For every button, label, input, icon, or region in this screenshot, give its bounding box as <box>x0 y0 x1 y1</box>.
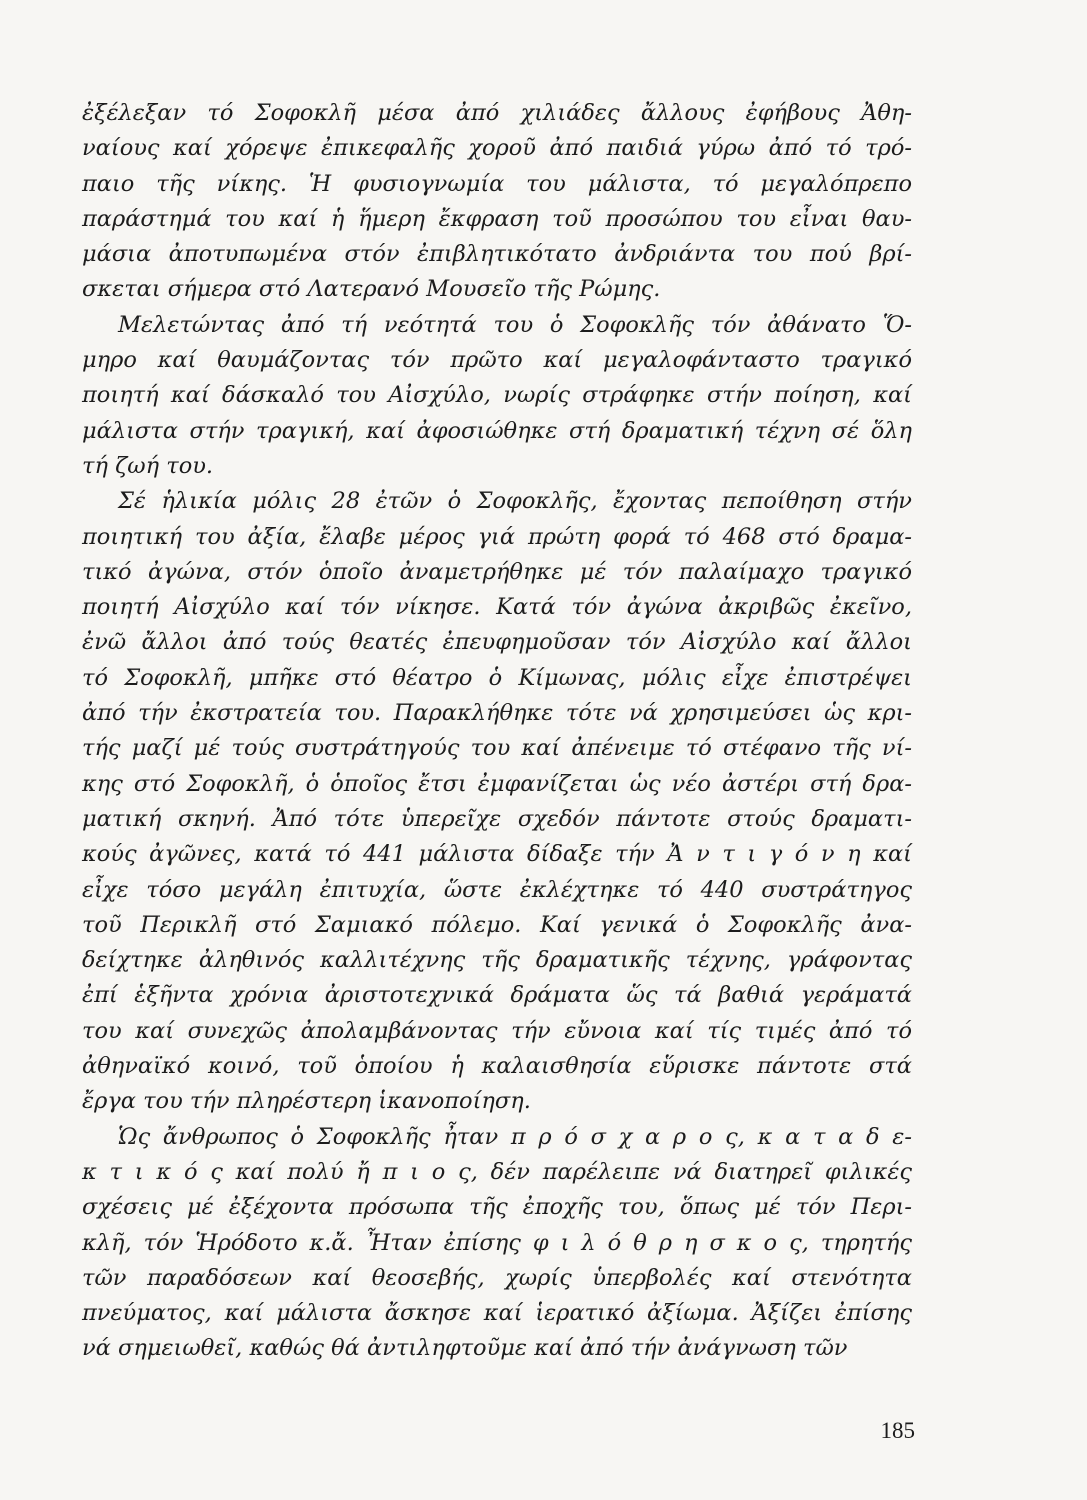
text-line: δείχτηκε ἀληθινός καλλιτέχνης τῆς δραματικῆς τέχνης, γράφοντας <box>82 947 912 974</box>
text-line: ἀθηναϊκό κοινό, τοῦ ὁποίου ἡ καλαισθησία εὕρισκε πάντοτε στά <box>82 1053 912 1080</box>
text-line: μάλιστα στήν τραγική, καί ἀφοσιώθηκε στή δραματική τέχνη σέ ὅλη <box>82 417 912 444</box>
text-line: κ τ ι κ ό ς καί πολύ ἤ π ι ο ς, δέν παρέλειπε νά διατηρεῖ φιλικές <box>82 1158 912 1185</box>
paragraph <box>82 308 912 484</box>
text-line: Μελετώντας ἀπό τή νεότητά του ὁ Σοφοκλῆς τόν ἀθάνατο Ὅ- <box>118 311 912 338</box>
text-line: μηρο καί θαυμάζοντας τόν πρῶτο καί μεγαλοφάνταστο τραγικό <box>82 347 912 374</box>
text-line: κλῆ, τόν Ἡρόδοτο κ.ἄ. Ἦταν ἐπίσης φ ι λ ό θ ρ η σ κ ο ς, τηρητής <box>82 1229 912 1256</box>
text-line: ἔργα του τήν πληρέστερη ἱκανοποίηση. <box>82 1088 531 1115</box>
text-line: παιο τῆς νίκης. Ἡ φυσιογνωμία του μάλιστα, τό μεγαλόπρεπο <box>82 170 912 197</box>
text-line: ἐνῶ ἄλλοι ἀπό τούς θεατές ἐπευφημοῦσαν τόν Αἰσχύλο καί ἄλλοι <box>82 629 912 656</box>
text-line: παράστημά του καί ἡ ἥμερη ἔκφραση τοῦ προσώπου του εἶναι θαυ- <box>82 205 912 232</box>
text-line: ματική σκηνή. Ἀπό τότε ὑπερεῖχε σχεδόν πάντοτε στούς δραματι- <box>82 805 912 832</box>
paragraph <box>82 96 912 308</box>
text-line: τό Σοφοκλῆ, μπῆκε στό θέατρο ὁ Κίμωνας, μόλις εἶχε ἐπιστρέψει <box>82 664 912 691</box>
text-line: ποιητική του ἀξία, ἔλαβε μέρος γιά πρώτη φορά τό 468 στό δραμα- <box>82 523 912 550</box>
text-line: σκεται σήμερα στό Λατερανό Μουσεῖο τῆς Ρώμης. <box>82 276 661 303</box>
text-line: τικό ἀγώνα, στόν ὁποῖο ἀναμετρήθηκε μέ τόν παλαίμαχο τραγικό <box>82 558 912 585</box>
text-line: νά σημειωθεῖ, καθώς θά ἀντιληφτοῦμε καί ἀπό τήν ἀνάγνωση τῶν <box>82 1335 848 1362</box>
page-number: 185 <box>880 1418 915 1443</box>
body-text <box>82 96 912 1367</box>
text-line: Ὡς ἄνθρωπος ὁ Σοφοκλῆς ἦταν π ρ ό σ χ α ρ ο ς, κ α τ α δ ε- <box>118 1123 912 1150</box>
text-line: κης στό Σοφοκλῆ, ὁ ὁποῖος ἔτσι ἐμφανίζεται ὡς νέο ἀστέρι στή δρα- <box>82 770 912 797</box>
text-line: εἶχε τόσο μεγάλη ἐπιτυχία, ὥστε ἐκλέχτηκε τό 440 συστράτηγος <box>82 876 912 903</box>
text-line: σχέσεις μέ ἐξέχοντα πρόσωπα τῆς ἐποχῆς του, ὅπως μέ τόν Περι- <box>82 1194 912 1221</box>
text-line: πνεύματος, καί μάλιστα ἄσκησε καί ἱερατικό ἀξίωμα. Ἀξίζει ἐπίσης <box>82 1300 912 1327</box>
text-line: ποιητή Αἰσχύλο καί τόν νίκησε. Κατά τόν ἀγώνα ἀκριβῶς ἐκεῖνο, <box>82 594 912 621</box>
text-line: ποιητή καί δάσκαλό του Αἰσχύλο, νωρίς στράφηκε στήν ποίηση, καί <box>82 382 912 409</box>
text-line: τή ζωή του. <box>82 452 214 479</box>
text-line: τής μαζί μέ τούς συστράτηγούς του καί ἀπένειμε τό στέφανο τῆς νί- <box>82 735 912 762</box>
text-line: τοῦ Περικλῆ στό Σαμιακό πόλεμο. Καί γενικά ὁ Σοφοκλῆς ἀνα- <box>82 911 912 938</box>
text-line: Σέ ἡλικία μόλις 28 ἐτῶν ὁ Σοφοκλῆς, ἔχοντας πεποίθηση στήν <box>118 488 912 515</box>
text-line: κούς ἀγῶνες, κατά τό 441 μάλιστα δίδαξε τήν Ἀ ν τ ι γ ό ν η καί <box>82 841 912 868</box>
paragraph <box>82 1120 912 1367</box>
text-line: του καί συνεχῶς ἀπολαμβάνοντας τήν εὔνοια καί τίς τιμές ἀπό τό <box>82 1017 912 1044</box>
paragraph <box>82 484 912 1119</box>
text-line: ἀπό τήν ἐκστρατεία του. Παρακλήθηκε τότε νά χρησιμεύσει ὡς κρι- <box>82 700 912 727</box>
text-line: τῶν παραδόσεων καί θεοσεβής, χωρίς ὑπερβολές καί στενότητα <box>82 1264 912 1291</box>
text-line: ἐξέλεξαν τό Σοφοκλῆ μέσα ἀπό χιλιάδες ἄλλους ἐφήβους Ἀθη- <box>82 100 912 126</box>
text-line: μάσια ἀποτυπωμένα στόν ἐπιβλητικότατο ἀνδριάντα του πού βρί- <box>82 241 912 268</box>
text-line: ἐπί ἑξῆντα χρόνια ἀριστοτεχνικά δράματα ὥς τά βαθιά γεράματά <box>82 982 912 1009</box>
text-line: ναίους καί χόρεψε ἐπικεφαλῆς χοροῦ ἀπό παιδιά γύρω ἀπό τό τρό- <box>82 135 912 162</box>
